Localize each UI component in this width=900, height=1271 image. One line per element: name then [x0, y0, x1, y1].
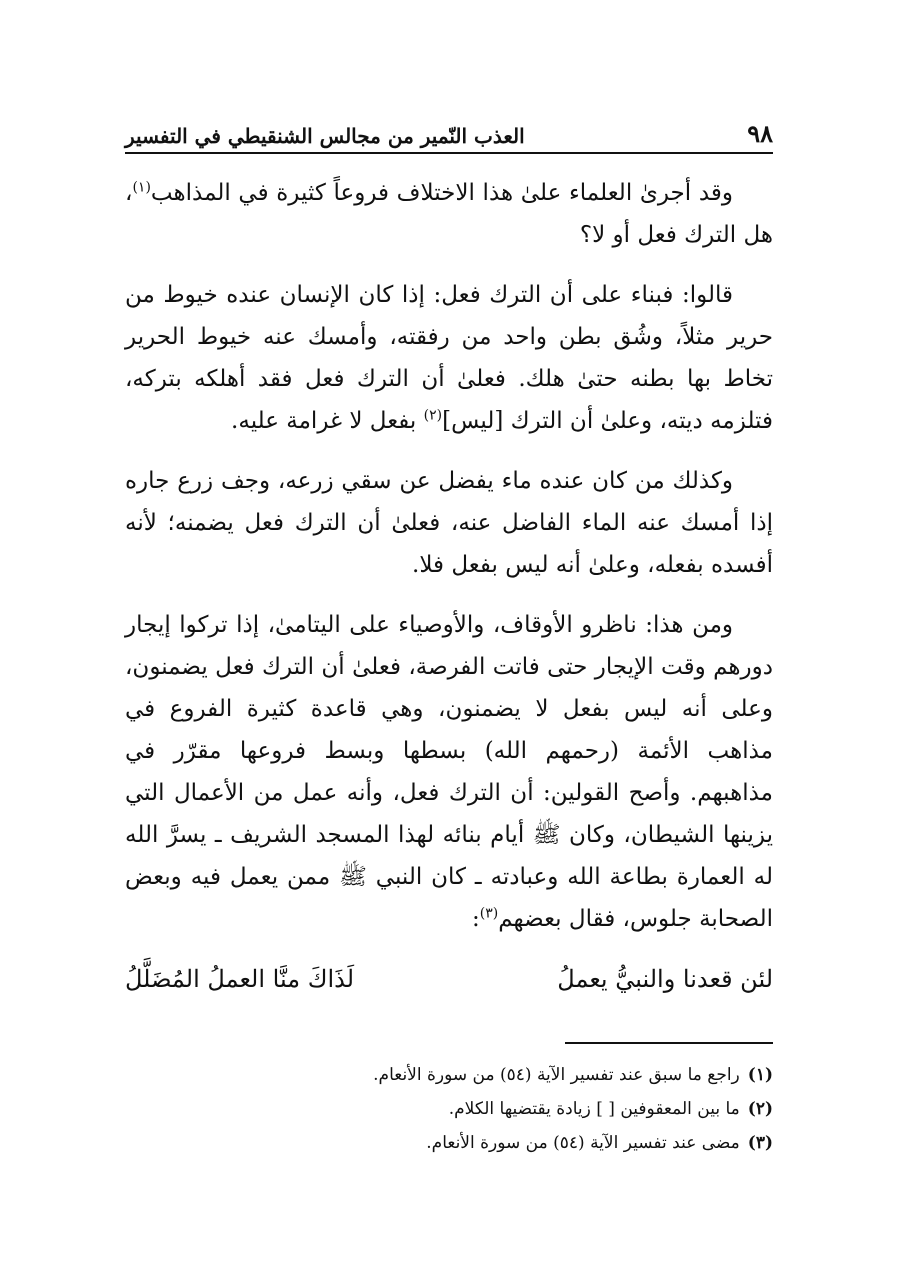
paragraph-3-text: وكذلك من كان عنده ماء يفضل عن سقي زرعه، وجف زرع جاره إذا أمسك عنه الماء الفاضل عنه، فعلىٰ أن الترك فعل يضمنه؛ لأنه أفسده بفعله، وعلىٰ أنه ليس بفعل فلا. [125, 468, 773, 578]
paragraph-4-text: ومن هذا: ناظرو الأوقاف، والأوصياء على اليتامىٰ، إذا تركوا إيجار دورهم وقت الإيجار حتى فاتت الفرصة، فعلىٰ أن الترك فعل يضمنون، وعلى أنه ليس بفعل لا يضمنون، وهي قاعدة كثيرة الفروع في مذاهب الأئمة (رحمهم الله) بسطها وبسط فروعها مقرّر في مذاهبهم. وأصح القولين: أن الترك فعل، وأنه عمل من الأعمال التي يزينها الشيطان، وكان ﷺ أيام بنائه لهذا المسجد الشريف ـ يسرَّ الله له العمارة بطاعة الله وعبادته ـ كان النبي ﷺ ممن يعمل فيه وبعض الصحابة جلوس، فقال بعضهم [125, 612, 773, 932]
footnote-1-text: راجع ما سبق عند تفسير الآية (٥٤) من سورة الأنعام. [373, 1065, 740, 1085]
footnote-2-number: (٢) [747, 1099, 773, 1119]
footnote-3 [125, 1126, 773, 1160]
running-title: العذب النّمير من مجالس الشنقيطي في التفسير [125, 124, 525, 148]
paragraph-2 [125, 274, 773, 442]
paragraph-3 [125, 460, 773, 586]
footnote-2-text: ما بين المعقوفين [ ] زيادة يقتضيها الكلام. [448, 1099, 740, 1119]
footnote-3-text: مضى عند تفسير الآية (٥٤) من سورة الأنعام. [426, 1133, 740, 1153]
footnote-1-number: (١) [747, 1065, 773, 1085]
poem-hemistich-right: لئن قعدنا والنبيُّ يعملُ [557, 965, 773, 993]
paragraph-4-tail: : [472, 906, 480, 932]
footnote-divider [565, 1042, 773, 1044]
footnote-ref-3: (٣) [479, 905, 499, 922]
page-number: ٩٨ [747, 119, 773, 148]
footnote-ref-1: (١) [132, 179, 151, 196]
paragraph-4 [125, 604, 773, 940]
footnote-ref-2: (٢) [423, 407, 443, 424]
page-header [125, 108, 773, 154]
paragraph-2-text: قالوا: فبناء على أن الترك فعل: إذا كان الإنسان عنده خيوط من حرير مثلاً، وشُق بطن واحد من رفقته، وأمسك عنه خيوط الحرير تخاط بها بطنه حتىٰ هلك. فعلىٰ أن الترك فعل فقد أهلكه بتركه، فتلزمه ديته، وعلىٰ أن الترك [ليس] [125, 282, 773, 434]
paragraph-1 [125, 172, 773, 256]
paragraph-2-tail: بفعل لا غرامة عليه. [231, 408, 424, 434]
footnote-2 [125, 1092, 773, 1126]
poem-verse [125, 958, 773, 1000]
footnote-3-number: (٣) [747, 1133, 773, 1153]
body-text [125, 172, 773, 1000]
poem-hemistich-left: لَذَاكَ منَّا العملُ المُضَلَّلُ [125, 965, 355, 993]
paragraph-1-text: وقد أجرىٰ العلماء علىٰ هذا الاختلاف فروعاً كثيرة في المذاهب [150, 180, 733, 206]
paragraph-1-tail: ، هل الترك فعل أو لا؟ [125, 180, 773, 248]
footnote-1 [125, 1058, 773, 1092]
footnotes [125, 1058, 773, 1160]
